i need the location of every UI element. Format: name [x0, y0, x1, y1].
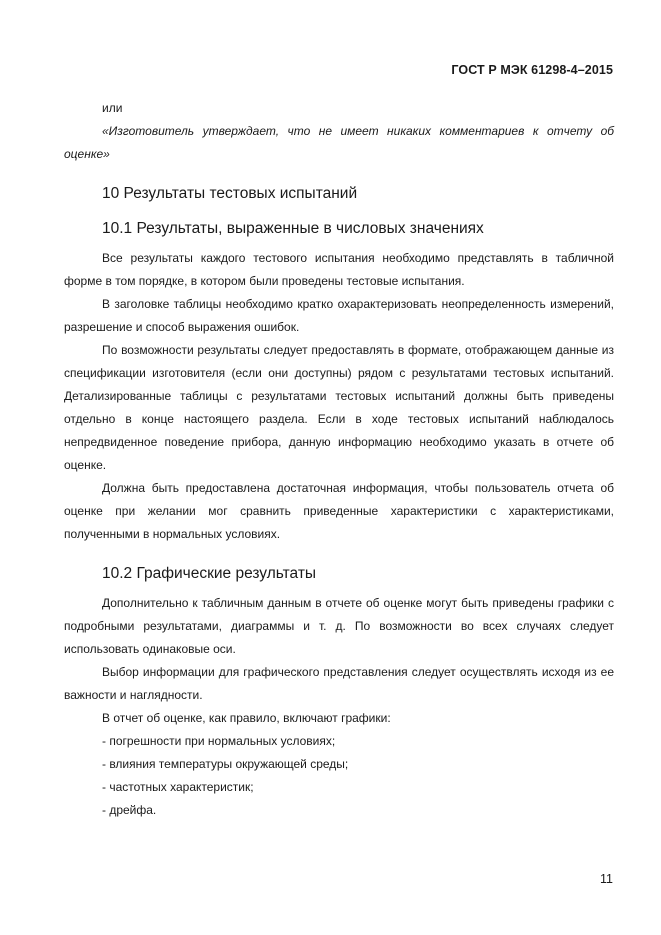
manufacturer-quote: «Изготовитель утверждает, что не имеет никаких комментариев к отчету об оценке» [64, 124, 614, 161]
graphs-list [64, 730, 614, 822]
paragraph: Дополнительно к табличным данным в отчете об оценке могут быть приведены графики с подробными результатами, диаграммы и т. д. По возможности во всех случаях следует использовать одинаковые оси. [64, 596, 614, 656]
section-10-2-title: 10.2 Графические результаты [102, 565, 317, 582]
paragraph: По возможности результаты следует предоставлять в формате, отображающем данные из спецификации изготовителя (если они доступны) рядом с результатами тестовых испытаний. Детализированные таблицы с результатами тестовых испытаний должны быть приведены отдельно в конце настоящего раздела. Если в ходе тестовых испытаний наблюдалось непредвиденное поведение прибора, данную информацию необходимо указать в отчете об оценке. [64, 343, 614, 472]
page-number: 11 [600, 872, 613, 886]
list-item: - влияния температуры окружающей среды; [102, 757, 349, 771]
paragraph: Выбор информации для графического представления следует осуществлять исходя из ее важности и наглядности. [64, 665, 614, 702]
list-item: - погрешности при нормальных условиях; [102, 734, 336, 748]
or-text: или [102, 101, 123, 115]
document-code: ГОСТ Р МЭК 61298-4–2015 [451, 63, 613, 77]
list-item: - частотных характеристик; [102, 780, 254, 794]
paragraph: В заголовке таблицы необходимо кратко охарактеризовать неопределенность измерений, разрешение и способ выражения ошибок. [64, 297, 614, 334]
paragraph: Должна быть предоставлена достаточная информация, чтобы пользователь отчета об оценке при желании мог сравнить приведенные характеристики с характеристиками, полученными в нормальных условиях. [64, 481, 614, 541]
section-10-title: 10 Результаты тестовых испытаний [102, 185, 358, 202]
paragraph: Все результаты каждого тестового испытания необходимо представлять в табличной форме в том порядке, в котором были проведены тестовые испытания. [64, 251, 614, 288]
list-item: - дрейфа. [102, 803, 157, 817]
section-10-1-title: 10.1 Результаты, выраженные в числовых значениях [102, 220, 484, 237]
page-content [64, 97, 614, 822]
paragraph: В отчет об оценке, как правило, включают графики: [102, 711, 391, 725]
